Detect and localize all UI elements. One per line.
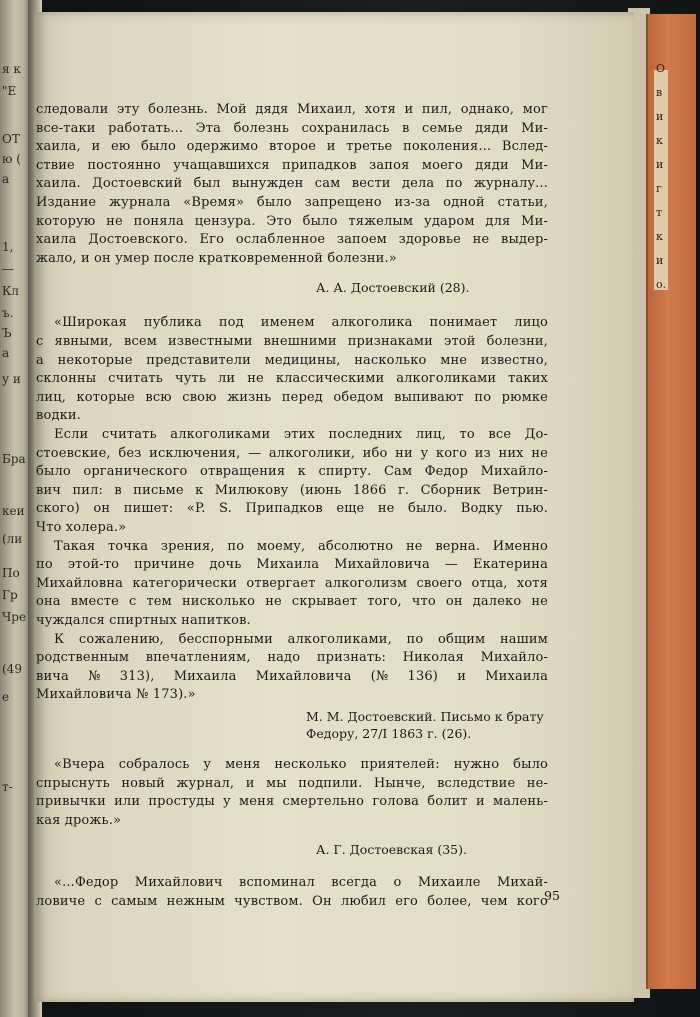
text-line: водки.: [36, 408, 81, 424]
text-line: которую не поняла цензура. Это было тяжелым ударом для Ми-: [36, 213, 548, 229]
text-line: ловиче с самым нежным чувством. Он любил его более, чем кого: [36, 894, 548, 909]
text-line: было органического отвращения к спирту. Сам Федор Михайло-: [36, 464, 548, 480]
left-page-text-fragment: 1,: [2, 240, 14, 254]
left-page-text-fragment: ОТ: [2, 132, 20, 146]
text-line: следовали эту болезнь. Мой дядя Михаил, хотя и пил, однако, мог: [36, 102, 548, 117]
cover-text-fragment: О: [656, 62, 666, 75]
text-line: хаила Достоевского. Его ослабленное запоем здоровье не выдер-: [36, 232, 548, 248]
left-page-text-fragment: у и: [2, 372, 21, 386]
text-line: ствие постоянно учащавшихся припадков запоя моего дяди Ми-: [36, 157, 548, 173]
text-line: привычки или простуды у меня смертельно голова болит и малень-: [36, 794, 548, 810]
text-line: К сожалению, бесспорными алкоголиками, по общим нашим: [54, 631, 548, 647]
text-line: по этой-то причине дочь Михаила Михайловича — Екатерина: [36, 557, 548, 573]
text-line: Михайловна категорически отвергает алкоголизм своего отца, хотя: [36, 575, 548, 591]
text-line: а некоторые представители медицины, насколько мне известно,: [36, 352, 548, 368]
left-page-text-fragment: —: [2, 262, 14, 276]
text-line: хаила, и ею было одержимо второе и третье поколения... Вслед-: [36, 139, 548, 155]
book-page: [34, 12, 634, 1002]
left-page-text-fragment: По: [2, 566, 20, 580]
signature: Федору, 27/I 1863 г. (26).: [306, 726, 472, 741]
text-line: лиц, которые всю свою жизнь перед обедом выпивают по рюмке: [36, 389, 548, 405]
cover-text-fragment: в: [656, 86, 663, 99]
text-line: чуждался спиртных напитков.: [36, 613, 251, 628]
text-line: хаила. Достоевский был вынужден сам вести дела по журналу...: [36, 176, 548, 192]
cover-text-fragment: г: [656, 182, 662, 195]
cover-text-fragment: к: [656, 230, 663, 243]
left-page-text-fragment: ю (: [2, 152, 21, 166]
text-line: Издание журнала «Время» было запрещено из-за одной статьи,: [36, 195, 548, 210]
signature: М. М. Достоевский. Письмо к брату: [306, 709, 544, 724]
left-page-text-fragment: (ли: [2, 532, 23, 546]
left-page-text-fragment: я к: [2, 62, 21, 76]
cover-text-fragment: и: [656, 254, 664, 267]
text-line: Такая точка зрения, по моему, абсолютно не верна. Именно: [54, 538, 548, 554]
left-page-text-fragment: кеи: [2, 504, 25, 518]
left-page-text-fragment: (49: [2, 662, 22, 676]
cover-text-fragment: к: [656, 134, 663, 147]
text-line: Михайловича № 173).»: [36, 687, 196, 703]
left-page-text-fragment: Ъ: [2, 326, 12, 340]
cover-text-fragment: о.: [656, 278, 667, 291]
signature: А. Г. Достоевская (35).: [316, 842, 467, 858]
left-page-text-fragment: Чре: [2, 610, 27, 624]
left-page-text-fragment: Гр: [2, 588, 18, 602]
left-page-text-fragment: а: [2, 172, 10, 186]
text-line: она вместе с тем нисколько не скрывает того, что он далеко не: [36, 594, 548, 610]
text-line: Что холера.»: [36, 520, 127, 535]
text-line: вич пил: в письме к Милюкову (июнь 1866 г. Сборник Ветрин-: [36, 482, 548, 498]
cover-text-fragment: т: [656, 206, 663, 219]
cover-text-fragment: и: [656, 110, 664, 123]
text-line: «Широкая публика под именем алкоголика понимает лицо: [54, 315, 548, 331]
cover-text-fragment: и: [656, 158, 664, 171]
book-cover-edge: [646, 14, 696, 989]
text-line: спрыснуть новый журнал, и мы подпили. Нынче, вследствие не-: [36, 775, 548, 791]
text-line: жало, и он умер после кратковременной болезни.»: [36, 250, 397, 266]
text-line: вича № 313), Михаила Михайловича (№ 136) и Михаила: [36, 668, 548, 684]
text-line: «...Федор Михайлович вспоминал всегда о Михаиле Михай-: [54, 875, 548, 891]
left-page-text-fragment: "Е: [2, 84, 17, 98]
text-line: родственным впечатлениям, надо признать: Николая Михайло-: [36, 650, 548, 666]
text-line: склонны считать чуть ли не классическими алкоголиками таких: [36, 371, 548, 387]
left-page-text-fragment: ъ.: [2, 306, 14, 320]
text-line: с явными, всем известными внешними признаками этой болезни,: [36, 334, 548, 349]
text-line: «Вчера собралось у меня несколько приятелей: нужно было: [54, 757, 548, 772]
signature: А. А. Достоевский (28).: [316, 280, 470, 296]
left-page-text-fragment: Бра: [2, 452, 26, 466]
text-line: стоевские, без исключения, — алкоголики, ибо ни у кого из них не: [36, 445, 548, 461]
text-line: ского) он пишет: «P. S. Припадков еще не было. Водку пью.: [36, 501, 548, 517]
left-page-text-fragment: a: [2, 346, 10, 360]
left-page-text-fragment: е: [2, 690, 10, 704]
left-page-text-fragment: т-: [2, 780, 13, 794]
text-line: все-таки работать... Эта болезнь сохранилась в семье дяди Ми-: [36, 120, 548, 136]
page-number: 95: [544, 888, 560, 903]
text-line: Если считать алкоголиками этих последних лиц, то все До-: [54, 427, 548, 442]
text-line: кая дрожь.»: [36, 812, 122, 828]
left-page-text-fragment: Кл: [2, 284, 19, 298]
